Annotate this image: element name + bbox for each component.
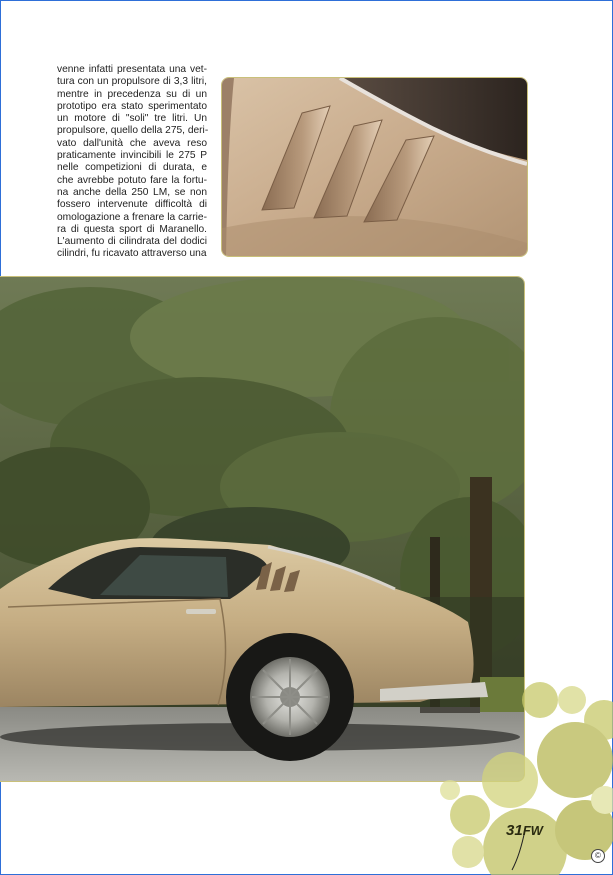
text-line: che avrebbe potuto fare la fortu- <box>57 174 207 186</box>
text-line: venne infatti presentata una vet- <box>57 64 207 75</box>
text-line: propulsore, quello della 275, deri- <box>57 125 209 137</box>
magazine-logo: FW <box>522 823 543 838</box>
page-number-value: 31 <box>506 822 523 839</box>
text-line: na anche della 250 LM, se non <box>57 186 207 198</box>
text-line: nelle competizioni di durata, e <box>57 162 207 174</box>
page-number <box>506 822 543 839</box>
text-line: vato dall'unità che aveva reso <box>57 137 207 149</box>
text-line: omologazione a frenare la carrie- <box>57 211 207 223</box>
text-line: mentre in precedenza su di un <box>57 88 207 100</box>
text-line: tura con un propulsore di 3,3 litri, <box>57 76 207 88</box>
text-line: cilindri, fu ricavato attraverso una <box>57 248 207 260</box>
text-line: L'aumento di cilindrata del dodici <box>57 236 207 248</box>
text-line: praticamente invincibili le 275 P <box>57 150 207 162</box>
text-line: fossero intervenute difficoltà di <box>57 199 207 211</box>
copyright-icon: © <box>591 849 605 863</box>
text-line: un motore di "soli" tre litri. Un <box>57 113 207 125</box>
text-line: ra di questa sport di Maranello. <box>57 223 207 235</box>
text-line: prototipo era stato sperimentato <box>57 100 207 112</box>
